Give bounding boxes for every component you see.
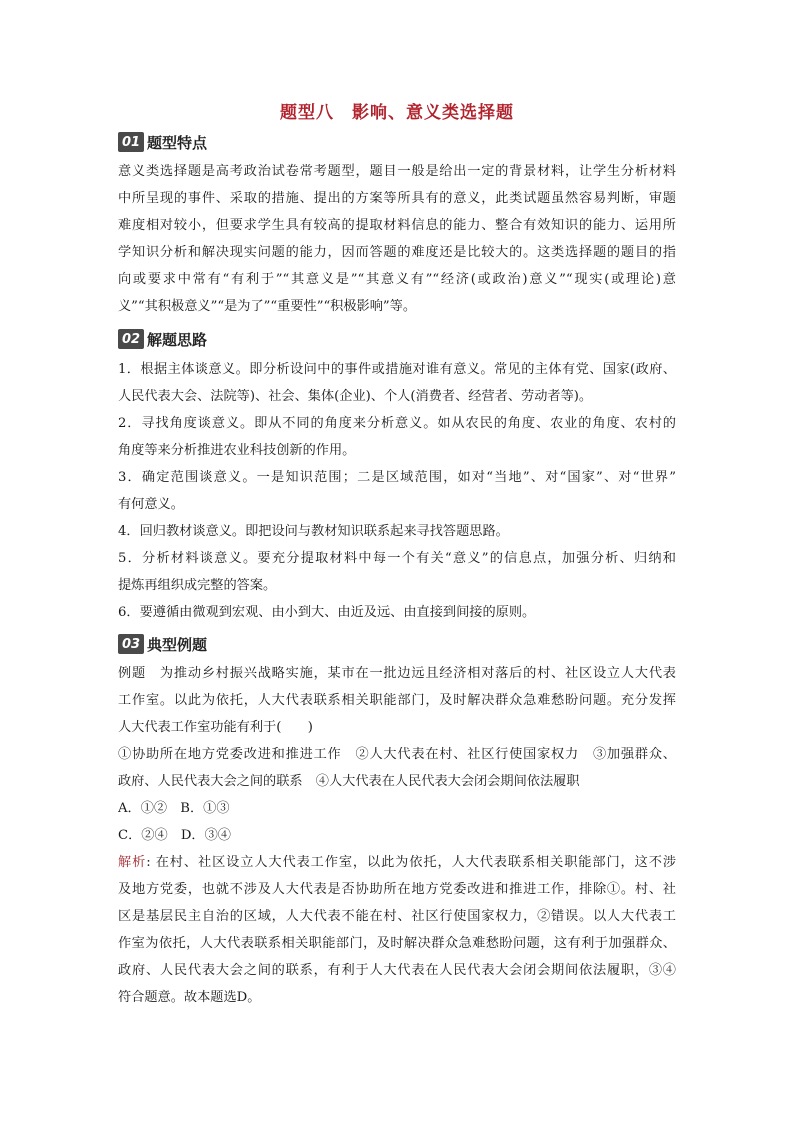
text-line: 政府、人民代表大会之间的联系，有利于人大代表在人民代表大会闭会期间依法履职，③④ bbox=[118, 963, 676, 978]
section-title: 典型例题 bbox=[147, 635, 208, 654]
text-line: 人民代表大会、法院等)、社会、集体(企业)、个人(消费者、经营者、劳动者等)。 bbox=[118, 389, 593, 404]
example-question bbox=[118, 660, 676, 849]
section-number-badge: 02 bbox=[118, 329, 144, 349]
text-line: 角度等来分析推进农业科技创新的作用。 bbox=[118, 443, 356, 458]
analysis-first-line bbox=[118, 849, 676, 876]
text-line: 向或要求中常有“有利于”“其意义是”“其意义有”“经济(或政治)意义”“现实(或理论)意 bbox=[118, 272, 676, 287]
analysis-label: 解析 bbox=[118, 855, 147, 870]
text-line: 及地方党委，也就不涉及人大代表是否协助所在地方党委改进和推进工作，排除①。村、社 bbox=[118, 882, 676, 897]
choice-line: A．①② B．①③ bbox=[118, 801, 230, 816]
text-line: 例题 为推动乡村振兴战略实施，某市在一批边远且经济相对落后的村、社区设立人大代表 bbox=[118, 666, 676, 681]
text-line: 符合题意。故本题选D。 bbox=[118, 990, 261, 1005]
text-line: 有何意义。 bbox=[118, 497, 184, 512]
answer-options-line: ①协助所在地方党委改进和推进工作 ②人大代表在村、社区行使国家权力 ③加强群众、 bbox=[118, 747, 676, 762]
section-title: 解题思路 bbox=[147, 330, 208, 349]
section-header-approach bbox=[118, 328, 207, 350]
features-paragraph bbox=[118, 158, 676, 320]
text-line: 6．要遵循由微观到宏观、由小到大、由近及远、由直接到间接的原则。 bbox=[118, 605, 536, 620]
section-header-example bbox=[118, 633, 207, 655]
text-line: 作室为依托，人大代表联系相关职能部门，及时解决群众急难愁盼问题，这有利于加强群众、 bbox=[118, 936, 676, 951]
example-analysis bbox=[118, 849, 676, 1011]
text-line: 3．确定范围谈意义。一是知识范围；二是区域范围，如对“当地”、对“国家”、对“世界” bbox=[118, 470, 676, 485]
text-line: 2．寻找角度谈意义。即从不同的角度来分析意义。如从农民的角度、农业的角度、农村的 bbox=[118, 416, 676, 431]
text-line: 学知识分析和解决现实问题的能力，因而答题的难度还是比较大的。这类选择题的题目的指 bbox=[118, 245, 676, 260]
section-header-features bbox=[118, 131, 207, 153]
choice-line: C．②④ D．③④ bbox=[118, 828, 231, 843]
analysis-text: : 在村、社区设立人大代表工作室，以此为依托，人大代表联系相关职能部门，这不涉 bbox=[146, 855, 676, 870]
approach-list bbox=[118, 356, 676, 626]
text-line: 5．分析材料谈意义。要充分提取材料中每一个有关“意义”的信息点，加强分析、归纳和 bbox=[118, 551, 676, 566]
text-line: 工作室。以此为依托，人大代表联系相关职能部门，及时解决群众急难愁盼问题。充分发挥 bbox=[118, 693, 676, 708]
text-line: 区是基层民主自治的区域，人大代表不能在村、社区行使国家权力，②错误。以人大代表工 bbox=[118, 909, 676, 924]
section-title: 题型特点 bbox=[147, 133, 208, 152]
text-line: 提炼再组织成完整的答案。 bbox=[118, 578, 277, 593]
text-line: 义”“其积极意义”“是为了”“重要性”“积极影响”等。 bbox=[118, 299, 417, 314]
section-number-badge: 01 bbox=[118, 132, 144, 152]
text-line: 4．回归教材谈意义。即把设问与教材知识联系起来寻找答题思路。 bbox=[118, 524, 509, 539]
text-line: 人大代表工作室功能有利于( ) bbox=[118, 720, 313, 735]
page-title: 题型八 影响、意义类选择题 bbox=[280, 103, 514, 123]
text-line: 难度相对较小，但要求学生具有较高的提取材料信息的能力、整合有效知识的能力、运用所 bbox=[118, 218, 676, 233]
section-number-badge: 03 bbox=[118, 634, 144, 654]
text-line: 1．根据主体谈意义。即分析设问中的事件或措施对谁有意义。常见的主体有党、国家(政府、 bbox=[118, 362, 676, 377]
text-line: 中所呈现的事件、采取的措施、提出的方案等所具有的意义，此类试题虽然容易判断，审题 bbox=[118, 191, 676, 206]
answer-options-line: 政府、人民代表大会之间的联系 ④人大代表在人民代表大会闭会期间依法履职 bbox=[118, 774, 580, 789]
text-line: 意义类选择题是高考政治试卷常考题型，题目一般是给出一定的背景材料，让学生分析材料 bbox=[118, 164, 676, 179]
